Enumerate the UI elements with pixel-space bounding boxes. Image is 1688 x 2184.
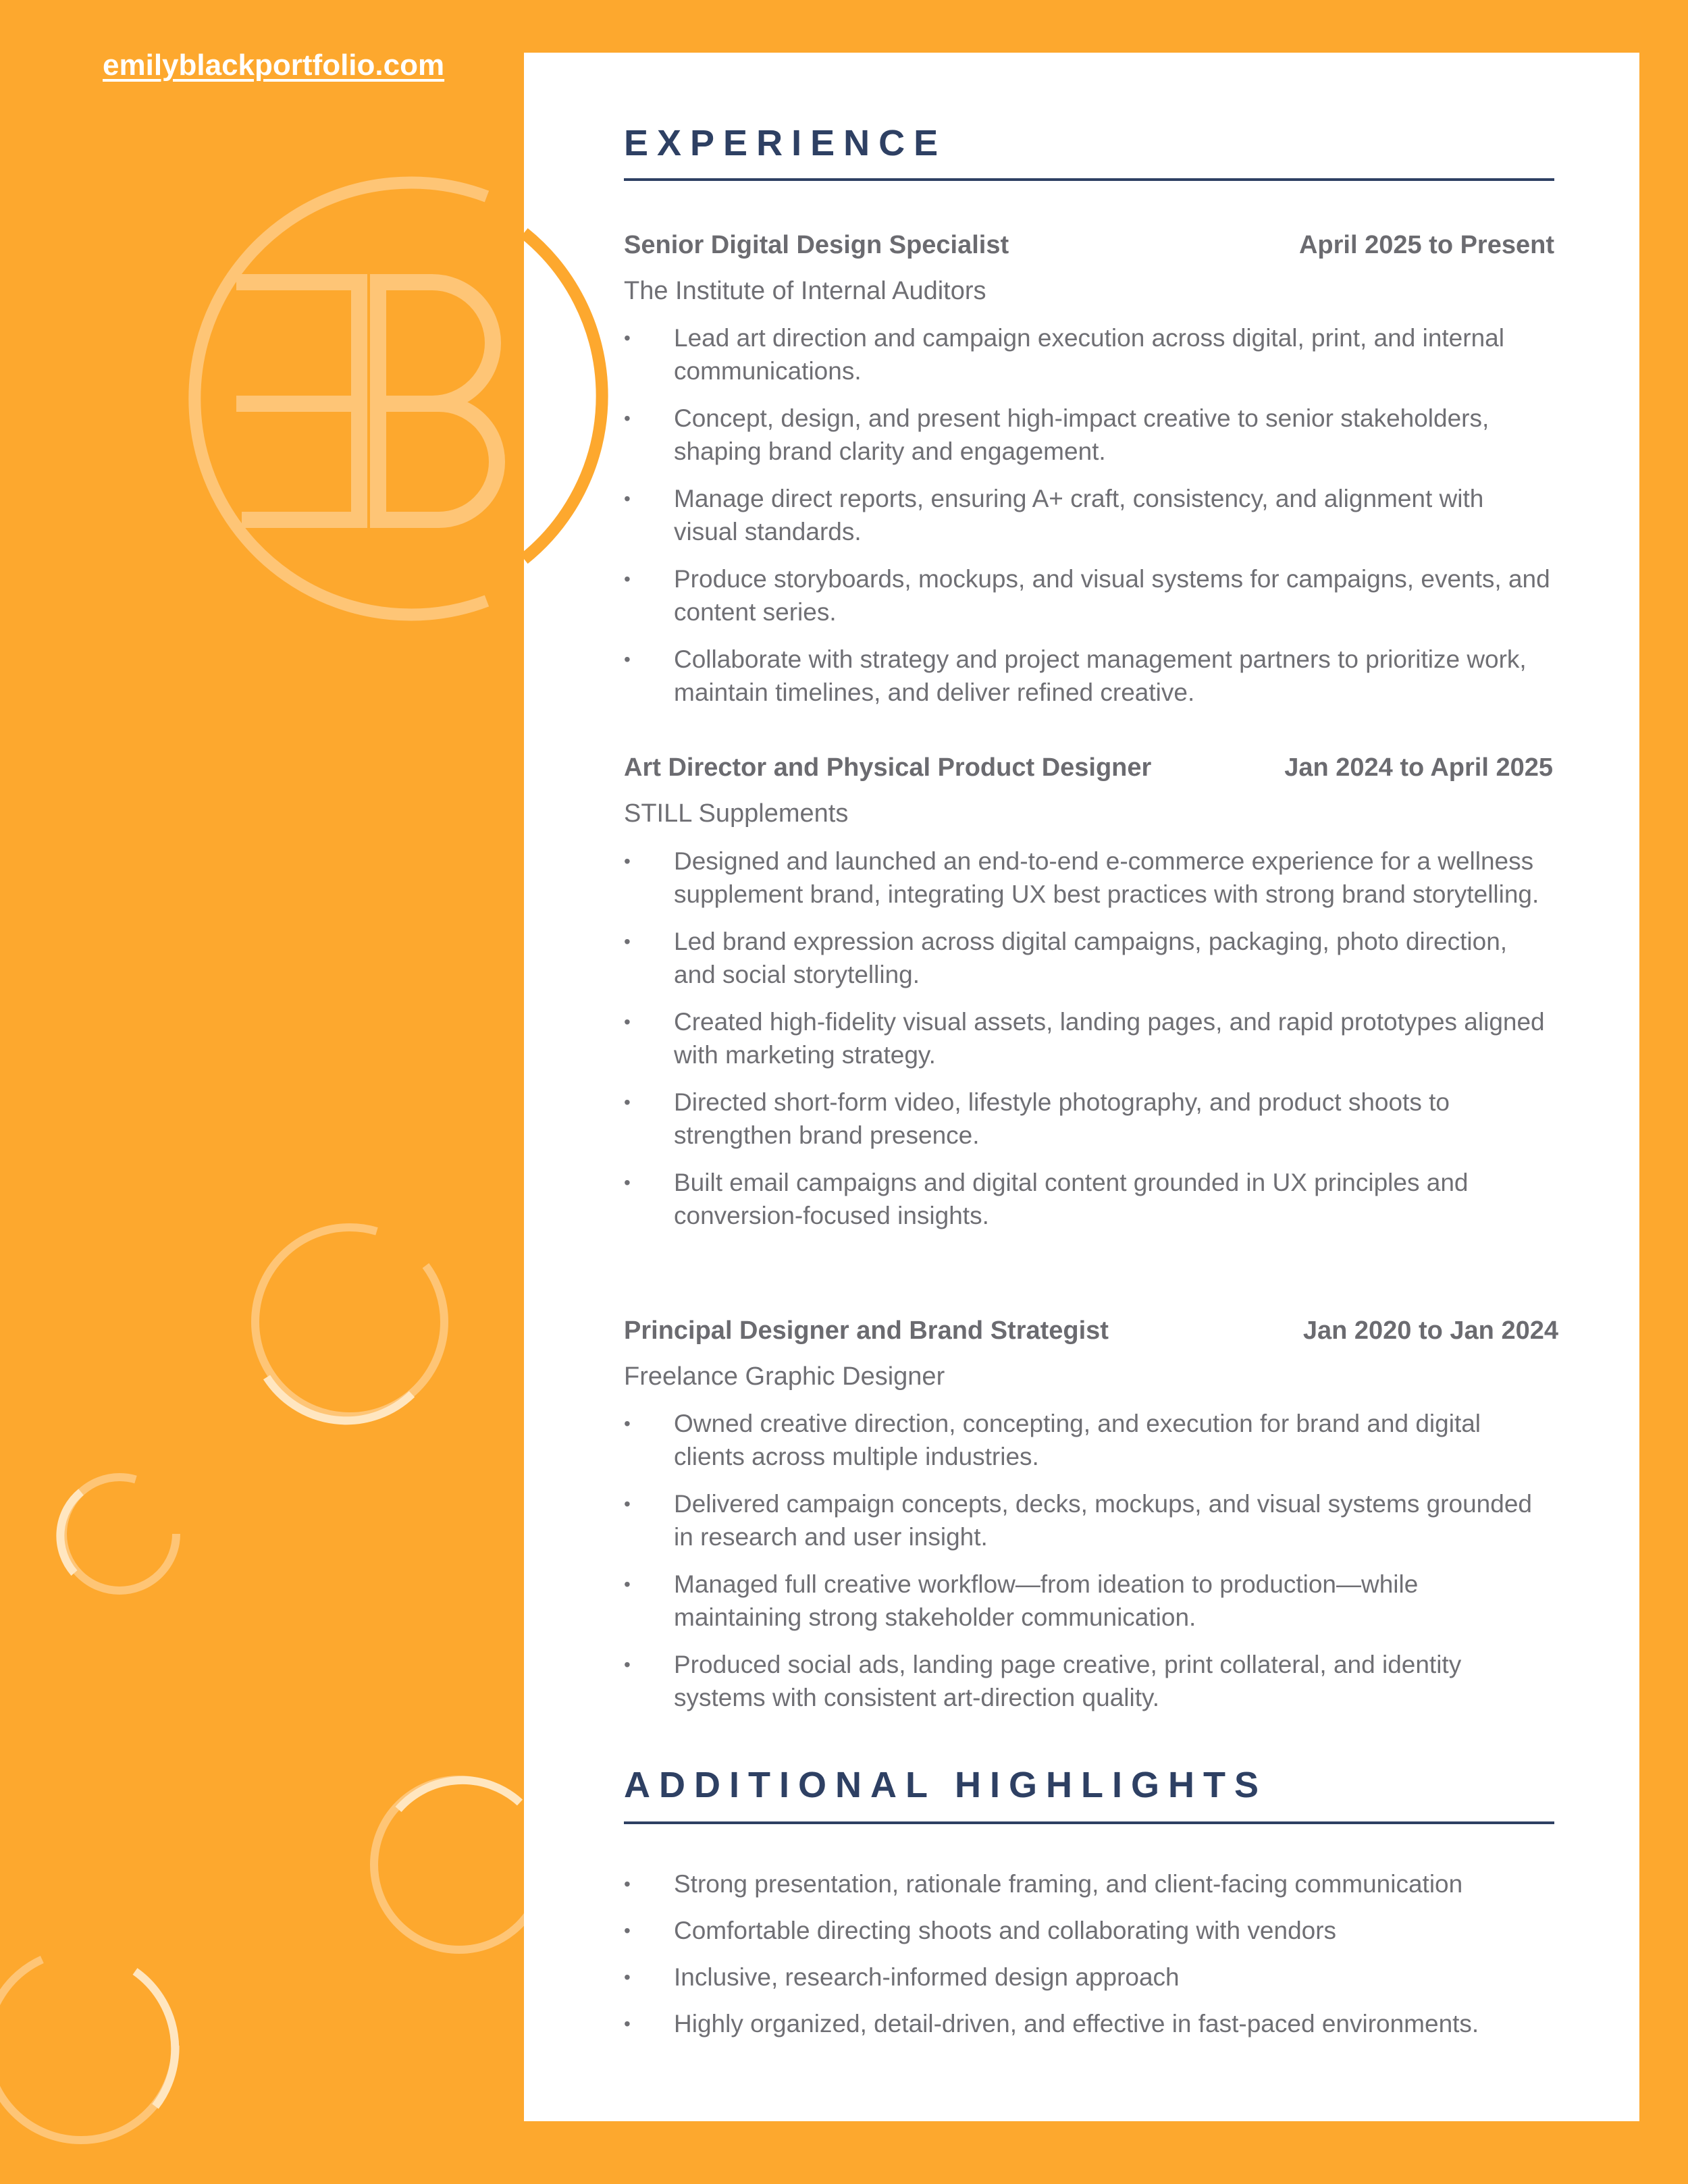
- list-item: • Led brand expression across digital campaigns, packaging, photo direction, and social storytelling.: [624, 928, 1508, 988]
- job-header: [624, 228, 1554, 262]
- highlight-text: Highly organized, detail-driven, and effective in fast-paced environments.: [674, 2010, 1479, 2037]
- job-bullets: [624, 845, 1554, 1246]
- list-item: • Designed and launched an end-to-end e-commerce experience for a wellness supplement brand, integrating UX best practices with strong brand storytelling.: [624, 847, 1539, 908]
- bullet-text: Produce storyboards, mockups, and visual systems for campaigns, events, and content series.: [674, 565, 1550, 626]
- bullet-text: Lead art direction and campaign execution across digital, print, and internal communications.: [674, 324, 1504, 385]
- bullet-text: Concept, design, and present high-impact creative to senior stakeholders, shaping brand clarity and engagement.: [674, 404, 1489, 465]
- list-item: • Managed full creative workflow—from ideation to production—while maintaining strong stakeholder communication.: [624, 1570, 1419, 1631]
- list-item: • Comfortable directing shoots and collaborating with vendors: [624, 1917, 1337, 1944]
- job-dates: Jan 2024 to April 2025: [1284, 753, 1553, 782]
- job-title: Senior Digital Design Specialist: [624, 231, 1009, 259]
- bullet-text: Designed and launched an end-to-end e-commerce experience for a wellness supplement brand, integrating UX best practices with strong brand storytelling.: [674, 847, 1539, 908]
- list-item: • Strong presentation, rationale framing, and client-facing communication: [624, 1870, 1463, 1898]
- list-item: • Lead art direction and campaign execution across digital, print, and internal communications.: [624, 324, 1504, 385]
- job-bullets: [624, 321, 1554, 723]
- job-title: Art Director and Physical Product Designer: [624, 753, 1152, 782]
- highlight-text: Comfortable directing shoots and collaborating with vendors: [674, 1917, 1337, 1944]
- highlight-text: Strong presentation, rationale framing, and client-facing communication: [674, 1870, 1463, 1898]
- highlights-heading: ADDITIONAL HIGHLIGHTS: [624, 1765, 1267, 1805]
- job-dates: April 2025 to Present: [1298, 231, 1554, 259]
- highlight-text: Inclusive, research-informed design approach: [674, 1963, 1180, 1991]
- website-link[interactable]: emilyblackportfolio.com: [103, 49, 445, 82]
- list-item: • Directed short-form video, lifestyle photography, and product shoots to strengthen brand presence.: [624, 1088, 1450, 1149]
- bullet-text: Delivered campaign concepts, decks, mockups, and visual systems grounded in research and user insight.: [674, 1490, 1532, 1551]
- bullet-text: Led brand expression across digital campaigns, packaging, photo direction, and social storytelling.: [674, 928, 1508, 988]
- list-item: • Built email campaigns and digital content grounded in UX principles and conversion-focused insights.: [624, 1169, 1469, 1229]
- list-item: • Highly organized, detail-driven, and effective in fast-paced environments.: [624, 2010, 1479, 2037]
- experience-divider: [624, 178, 1554, 181]
- bullet-text: Collaborate with strategy and project management partners to prioritize work, maintain timelines, and deliver refined creative.: [674, 645, 1527, 706]
- list-item: • Produced social ads, landing page creative, print collateral, and identity systems with consistent art-direction quality.: [624, 1651, 1462, 1711]
- highlights-divider: [624, 1821, 1554, 1824]
- bullet-text: Owned creative direction, concepting, and execution for brand and digital clients across multiple industries.: [674, 1410, 1481, 1470]
- bullet-text: Created high-fidelity visual assets, landing pages, and rapid prototypes aligned with marketing strategy.: [674, 1008, 1545, 1069]
- bullet-text: Manage direct reports, ensuring A+ craft, consistency, and alignment with visual standards.: [674, 485, 1484, 545]
- list-item: • Manage direct reports, ensuring A+ craft, consistency, and alignment with visual standards.: [624, 485, 1484, 545]
- job-dates: Jan 2020 to Jan 2024: [1302, 1316, 1558, 1345]
- list-item: • Collaborate with strategy and project management partners to prioritize work, maintain timelines, and deliver refined creative.: [624, 645, 1527, 706]
- bullet-text: Managed full creative workflow—from ideation to production—while maintaining strong stakeholder communication.: [674, 1570, 1419, 1631]
- job-header: [624, 751, 1553, 784]
- list-item: • Inclusive, research-informed design approach: [624, 1963, 1180, 1991]
- job-header: [624, 1314, 1558, 1348]
- experience-heading: EXPERIENCE: [624, 123, 947, 163]
- job-title: Principal Designer and Brand Strategist: [624, 1316, 1109, 1345]
- list-item: • Created high-fidelity visual assets, landing pages, and rapid prototypes aligned with marketing strategy.: [624, 1008, 1545, 1069]
- list-item: • Owned creative direction, concepting, and execution for brand and digital clients across multiple industries.: [624, 1410, 1481, 1470]
- bullet-text: Built email campaigns and digital content grounded in UX principles and conversion-focused insights.: [674, 1169, 1469, 1229]
- decorative-circles: [0, 1227, 544, 2140]
- company-name: STILL Supplements: [624, 799, 849, 828]
- list-item: • Delivered campaign concepts, decks, mockups, and visual systems grounded in research and user insight.: [624, 1490, 1532, 1551]
- company-name: The Institute of Internal Auditors: [624, 277, 986, 305]
- bullet-text: Produced social ads, landing page creative, print collateral, and identity systems with consistent art-direction quality.: [674, 1651, 1462, 1711]
- company-name: Freelance Graphic Designer: [624, 1362, 945, 1391]
- list-item: • Concept, design, and present high-impact creative to senior stakeholders, shaping brand clarity and engagement.: [624, 404, 1489, 465]
- list-item: • Produce storyboards, mockups, and visual systems for campaigns, events, and content series.: [624, 565, 1550, 626]
- job-bullets: [624, 1407, 1554, 1728]
- resume-content: [624, 0, 1558, 2184]
- bullet-text: Directed short-form video, lifestyle photography, and product shoots to strengthen brand presence.: [674, 1088, 1450, 1149]
- highlights-list: [624, 1867, 1554, 2054]
